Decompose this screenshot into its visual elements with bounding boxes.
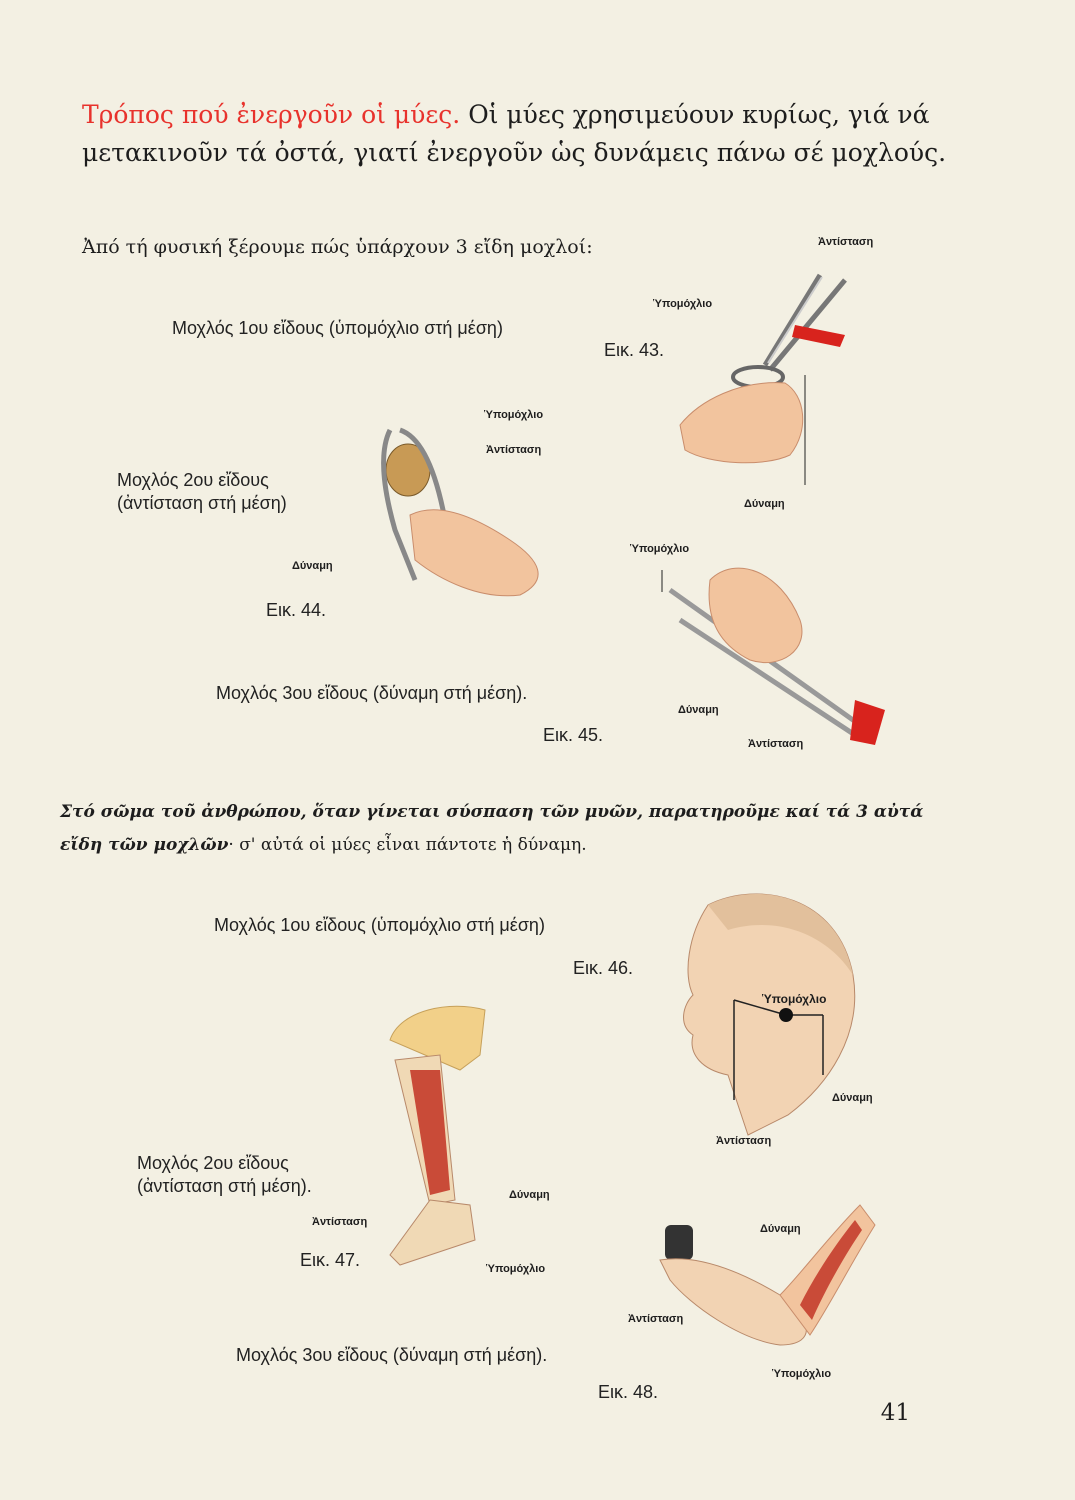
fig44-caption: Εικ. 44. <box>266 600 327 620</box>
lever2-caption-line2: (ἀντίσταση στή μέση) <box>117 493 287 513</box>
lever3-body-caption: Μοχλός 3ου εἴδους (δύναμη στή μέση). <box>236 1345 548 1365</box>
label-antistasi-44: Ἀντίσταση <box>486 444 542 456</box>
fig43-scissors-illustration <box>670 255 890 490</box>
body-bold-text: Στό σῶμα τοῦ ἀνθρώπου, ὅταν γίνεται σύσπαση τῶν μυῶν, παρατηροῦμε καί τά 3 αὐτά εἴδη τῶν μοχλῶν <box>60 802 924 855</box>
label-ypomochlio-43: Ὑπομόχλιο <box>653 298 713 310</box>
fig46-head-illustration <box>668 885 868 1145</box>
label-ypomochlio-44: Ὑπομόχλιο <box>484 409 544 421</box>
label-antistasi-43: Ἀντίσταση <box>818 236 874 248</box>
label-antistasi-48: Ἀντίσταση <box>628 1313 684 1325</box>
label-dynami-43: Δύναμη <box>744 498 785 510</box>
lever2-caption-line1: Μοχλός 2ου εἴδους <box>117 470 269 490</box>
lever3-caption: Μοχλός 3ου εἴδους (δύναμη στή μέση). <box>216 683 528 703</box>
physics-line: Ἀπό τή φυσική ξέρουμε πώς ὑπάρχουν 3 εἴδη μοχλοί: <box>82 236 593 258</box>
label-ypomochlio-46: Ὑπομόχλιο <box>762 992 827 1006</box>
fig48-arm-illustration <box>650 1195 880 1355</box>
label-ypomochlio-47: Ὑπομόχλιο <box>486 1263 546 1275</box>
body-rest-text: · σ' αὐτά οἱ μύες εἶναι πάντοτε ἡ δύναμη. <box>228 835 587 855</box>
label-dynami-45: Δύναμη <box>678 704 719 716</box>
fig48-caption: Εικ. 48. <box>598 1382 659 1402</box>
body-paragraph <box>60 796 930 862</box>
label-antistasi-45: Ἀντίσταση <box>748 738 804 750</box>
fig46-caption: Εικ. 46. <box>573 958 634 978</box>
label-ypomochlio-48: Ὑπομόχλιο <box>772 1368 832 1380</box>
label-antistasi-46: Ἀντίσταση <box>716 1135 772 1147</box>
lever2-body-caption-line2: (ἀντίσταση στή μέση). <box>137 1176 312 1196</box>
fig47-caption: Εικ. 47. <box>300 1250 361 1270</box>
fig47-leg-illustration <box>370 1000 520 1280</box>
section-heading: Τρόπος πού ἐνεργοῦν οἱ μύες. <box>82 100 461 129</box>
fig45-tongs-illustration <box>660 550 900 770</box>
lever1-body-caption: Μοχλός 1ου εἴδους (ὑπομόχλιο στή μέση) <box>214 915 545 935</box>
label-dynami-44: Δύναμη <box>292 560 333 572</box>
lever2-body-caption-line1: Μοχλός 2ου εἴδους <box>137 1153 289 1173</box>
intro-text: Οἱ μύες χρησιμεύουν κυρίως, γιά νά μετακινοῦν τά ὀστά, γιατί ἐνεργοῦν ὡς δυνάμεις πάνω σέ μοχλούς. <box>82 100 947 167</box>
fig43-caption: Εικ. 43. <box>604 340 665 360</box>
label-antistasi-47: Ἀντίσταση <box>312 1216 368 1228</box>
fig45-caption: Εικ. 45. <box>543 725 604 745</box>
lever1-caption: Μοχλός 1ου εἴδους (ὑπομόχλιο στή μέση) <box>172 318 503 338</box>
label-dynami-48: Δύναμη <box>760 1223 801 1235</box>
label-dynami-46: Δύναμη <box>832 1092 873 1104</box>
page-number: 41 <box>880 1400 910 1426</box>
label-ypomochlio-45: Ὑπομόχλιο <box>630 543 690 555</box>
label-dynami-47: Δύναμη <box>509 1189 550 1201</box>
intro-paragraph <box>82 96 987 172</box>
